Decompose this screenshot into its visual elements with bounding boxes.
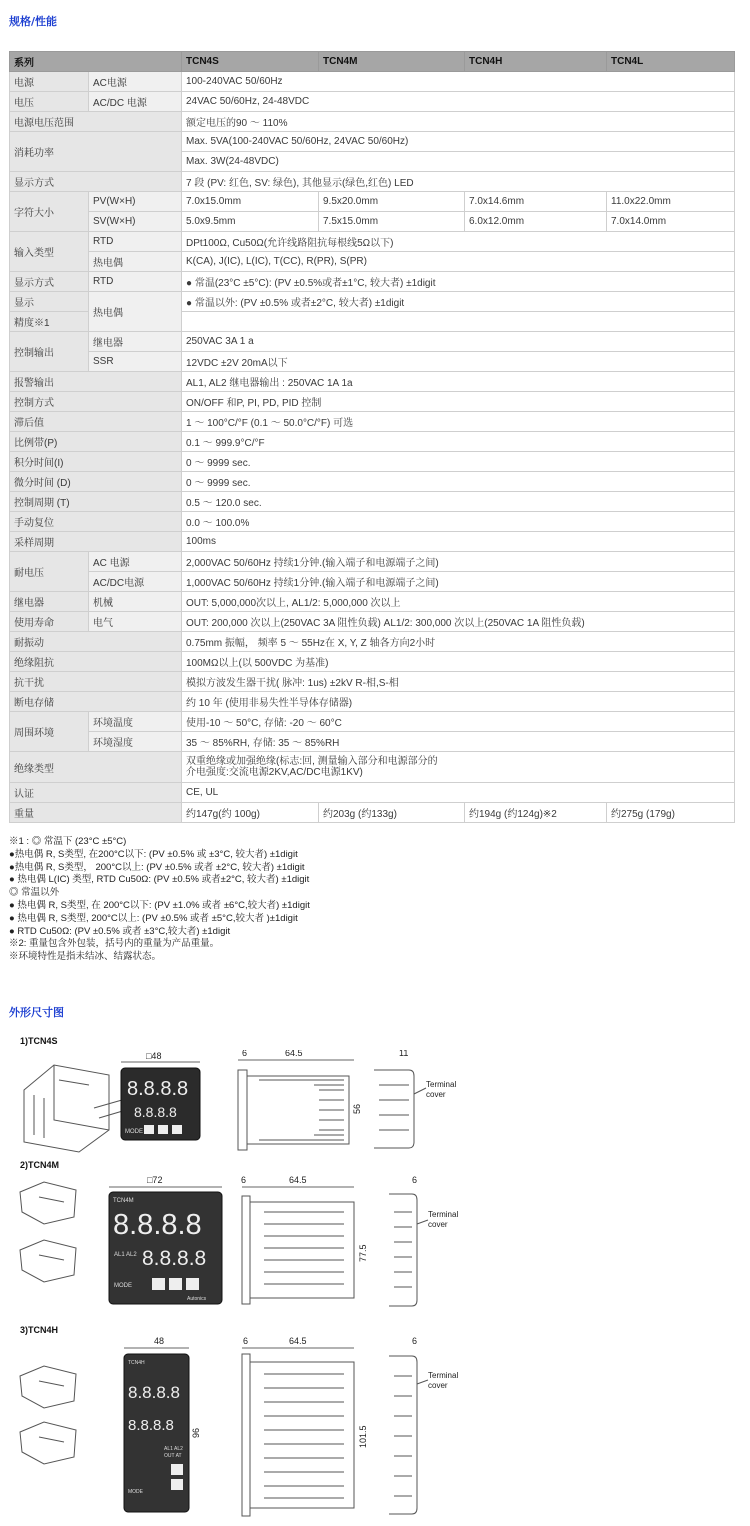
drawing-tcn4s — [14, 1050, 734, 1156]
row-label: 精度※1 — [10, 312, 89, 332]
button-icon — [172, 1125, 182, 1134]
table-row — [10, 512, 735, 532]
table-row — [10, 392, 735, 412]
row-value: CE, UL — [182, 783, 735, 803]
row-value: 0 ～ 9999 sec. — [182, 452, 735, 472]
note-line: ※环境特性是指未结冰、结露状态。 — [9, 951, 162, 963]
bracket-drawing — [20, 1366, 76, 1464]
row-label: 消耗功率 — [10, 132, 182, 172]
button-icon — [144, 1125, 154, 1134]
table-row — [10, 72, 735, 92]
row-value: 额定电压的90 ～ 110% — [182, 112, 735, 132]
row-value: 6.0x12.0mm — [465, 212, 607, 232]
row-label: 电压 — [10, 92, 89, 112]
row-label: 显示 — [10, 292, 89, 312]
row-value: 0.1 ～ 999.9°C/°F — [182, 432, 735, 452]
button-icon — [152, 1278, 165, 1290]
row-label: 耐电压 — [10, 552, 89, 592]
row-label: 抗干扰 — [10, 672, 182, 692]
row-label: 控制方式 — [10, 392, 182, 412]
dim-depth: 6 — [241, 1175, 247, 1185]
row-sublabel: AC/DC电源 — [89, 572, 182, 592]
note-line: ●热电偶 R, S类型, 在200°C以下: (PV ±0.5% 或 ±3°C, 较大者) ±1digit — [9, 848, 298, 860]
table-row — [10, 332, 735, 352]
row-value: Max. 3W(24-48VDC) — [182, 152, 735, 172]
note-line: ● 热电偶 R, S类型, 200°C以上: (PV ±0.5% 或者 ±5°C,较大者 )±1digit — [9, 912, 298, 924]
table-row — [10, 592, 735, 612]
row-value: 0 ～ 9999 sec. — [182, 472, 735, 492]
row-value: 250VAC 3A 1 a — [182, 332, 735, 352]
row-label: 滞后值 — [10, 412, 182, 432]
figure-label-tcn4m: 2)TCN4M — [20, 1160, 60, 1170]
table-row — [10, 492, 735, 512]
dim-body: 64.5 — [289, 1336, 307, 1346]
row-sublabel: 机械 — [89, 592, 182, 612]
row-sublabel: AC/DC 电源 — [89, 92, 182, 112]
row-value: 0.5 ～ 120.0 sec. — [182, 492, 735, 512]
row-sublabel: AC电源 — [89, 72, 182, 92]
dim-height: 77.5 — [358, 1244, 368, 1262]
row-sublabel: SSR — [89, 352, 182, 372]
table-row — [10, 252, 735, 272]
note-line: ● 热电偶 L(IC) 类型, RTD Cu50Ω: (PV ±0.5% 或者±2°C, 较大者) ±1digit — [9, 874, 310, 886]
row-value: 11.0x22.0mm — [607, 192, 735, 212]
table-row — [10, 192, 735, 212]
table-row — [10, 783, 735, 803]
row-label: 继电器 — [10, 592, 89, 612]
button-icon — [158, 1125, 168, 1134]
row-label: 电源电压范围 — [10, 112, 182, 132]
row-value: 约194g (约124g)※2 — [465, 803, 607, 823]
row-value: 100MΩ以上(以 500VDC 为基准) — [182, 652, 735, 672]
row-sublabel: 热电偶 — [89, 292, 182, 332]
row-sublabel: RTD — [89, 232, 182, 252]
mode-label: MODE — [114, 1283, 132, 1289]
table-row — [10, 472, 735, 492]
side-view-drawing — [242, 1196, 354, 1304]
table-row — [10, 432, 735, 452]
dim-side: 6 — [412, 1336, 418, 1346]
table-row — [10, 612, 735, 632]
spec-section-title: 规格/性能 — [9, 15, 58, 28]
row-value: DPt100Ω, Cu50Ω(允许线路阻抗每根线5Ω以下) — [182, 232, 735, 252]
row-value: 12VDC ±2V 20mA以下 — [182, 352, 735, 372]
terminal-cover-drawing — [389, 1194, 428, 1306]
model-label: TCN4M — [113, 1198, 134, 1204]
header-tcn4m: TCN4M — [319, 52, 465, 72]
out-label: OUT AT — [164, 1453, 182, 1459]
table-row — [10, 452, 735, 472]
row-value: 2,000VAC 50/60Hz 持续1分钟.(输入端子和电源端子之间) — [182, 552, 735, 572]
dim-body-height: 101.5 — [358, 1425, 368, 1448]
table-row — [10, 652, 735, 672]
table-row — [10, 372, 735, 392]
row-label: 微分时间 (D) — [10, 472, 182, 492]
row-value: 1,000VAC 50/60Hz 持续1分钟.(输入端子和电源端子之间) — [182, 572, 735, 592]
row-sublabel: 电气 — [89, 612, 182, 632]
row-label: 电源 — [10, 72, 89, 92]
row-value: 0.0 ～ 100.0% — [182, 512, 735, 532]
row-label: 手动复位 — [10, 512, 182, 532]
row-label: 报警输出 — [10, 372, 182, 392]
dim-depth: 6 — [242, 1050, 248, 1058]
table-row — [10, 132, 735, 152]
cover-label: cover — [428, 1220, 448, 1229]
mode-label: MODE — [125, 1129, 143, 1135]
row-value — [182, 752, 735, 783]
note-line: ◎ 常温以外 — [9, 887, 60, 899]
table-row — [10, 112, 735, 132]
row-label: 控制周期 (T) — [10, 492, 182, 512]
row-label: 采样周期 — [10, 532, 182, 552]
row-value: Max. 5VA(100-240VAC 50/60Hz, 24VAC 50/60Hz) — [182, 132, 735, 152]
row-value: 9.5x20.0mm — [319, 192, 465, 212]
sv-digits: 8.8.8.8 — [128, 1417, 174, 1434]
brand-label: Autonics — [187, 1296, 207, 1302]
mode-label: MODE — [128, 1489, 143, 1495]
figure-label-tcn4h: 3)TCN4H — [20, 1325, 59, 1335]
row-value: 使用-10 ～ 50°C, 存储: -20 ～ 60°C — [182, 712, 735, 732]
dim-height: 56 — [352, 1103, 362, 1114]
dimension-section-title: 外形尺寸图 — [9, 1006, 64, 1019]
sv-digits: 8.8.8.8 — [134, 1104, 177, 1120]
note-line: ※1 : ◎ 常温下 (23°C ±5°C) — [9, 836, 127, 847]
note-line: ● RTD Cu50Ω: (PV ±0.5% 或者 ±3°C,较大者) ±1digit — [9, 925, 231, 937]
table-row — [10, 572, 735, 592]
row-value: 100-240VAC 50/60Hz — [182, 72, 735, 92]
row-label: 比例带(P) — [10, 432, 182, 452]
row-value: 约275g (179g) — [607, 803, 735, 823]
cover-label: cover — [428, 1381, 448, 1390]
row-value: ON/OFF 和P, PI, PD, PID 控制 — [182, 392, 735, 412]
row-value: 7.5x15.0mm — [319, 212, 465, 232]
table-row — [10, 272, 735, 292]
header-tcn4l: TCN4L — [607, 52, 735, 72]
row-label: 控制输出 — [10, 332, 89, 372]
table-row — [10, 532, 735, 552]
row-label: 断电存储 — [10, 692, 182, 712]
terminal-label: Terminal — [426, 1080, 457, 1089]
row-label: 重量 — [10, 803, 182, 823]
terminal-cover-drawing — [374, 1070, 426, 1148]
sv-digits: 8.8.8.8 — [142, 1247, 207, 1270]
dim-width: 48 — [154, 1336, 165, 1346]
row-label: 绝缘阻抗 — [10, 652, 182, 672]
row-value: 约203g (约133g) — [319, 803, 465, 823]
row-sublabel: 环境温度 — [89, 712, 182, 732]
footnotes — [9, 836, 310, 964]
table-row — [10, 92, 735, 112]
alarm-label: AL1 AL2 — [164, 1446, 183, 1452]
row-sublabel: 热电偶 — [89, 252, 182, 272]
pv-digits: 8.8.8.8 — [127, 1078, 189, 1100]
row-sublabel: 环境湿度 — [89, 732, 182, 752]
row-label: 积分时间(I) — [10, 452, 182, 472]
figure-label-tcn4s: 1)TCN4S — [20, 1036, 58, 1046]
table-row — [10, 412, 735, 432]
row-label: 字符大小 — [10, 192, 89, 232]
drawing-tcn4h — [14, 1336, 734, 1522]
note-line: ※2: 重量包含外包装，括号内的重量为产品重量。 — [9, 938, 220, 950]
bracket-drawing — [24, 1065, 126, 1152]
row-value: OUT: 200,000 次以上(250VAC 3A 阻性负载) AL1/2: 300,000 次以上(250VAC 1A 阻性负载) — [182, 612, 735, 632]
table-row — [10, 172, 735, 192]
bracket-drawing — [20, 1182, 76, 1282]
model-label: TCN4H — [128, 1360, 145, 1366]
row-sublabel: SV(W×H) — [89, 212, 182, 232]
table-row — [10, 672, 735, 692]
row-value: ● 常温(23°C ±5°C): (PV ±0.5%或者±1°C, 较大者) ±1digit — [182, 272, 735, 292]
row-value: AL1, AL2 继电器输出 : 250VAC 1A 1a — [182, 372, 735, 392]
row-value: 7.0x14.6mm — [465, 192, 607, 212]
row-label: 认证 — [10, 783, 182, 803]
dim-body: 64.5 — [289, 1175, 307, 1185]
row-label: 输入类型 — [10, 232, 89, 272]
row-value: 7.0x14.0mm — [607, 212, 735, 232]
table-row — [10, 752, 735, 783]
drawing-tcn4m — [14, 1172, 734, 1318]
side-view-drawing — [242, 1354, 354, 1516]
row-label: 耐振动 — [10, 632, 182, 652]
dim-side: 11 — [399, 1050, 409, 1058]
table-row — [10, 803, 735, 823]
note-line: ●热电偶 R, S类型， 200°C以上: (PV ±0.5% 或者 ±2°C, 较大者) ±1digit — [9, 861, 305, 873]
insul-line-1: 双重绝缘或加强绝缘(标志:回, 测量输入部分和电源部分的 — [186, 756, 438, 767]
row-value: 7 段 (PV: 红色, SV: 绿色), 其他显示(绿色,红色) LED — [182, 172, 735, 192]
row-value: 约147g(约 100g) — [182, 803, 319, 823]
dim-depth: 6 — [243, 1336, 249, 1346]
table-row — [10, 552, 735, 572]
insul-line-2: 介电强度:交流电源2KV,AC/DC电源1KV) — [186, 767, 363, 778]
pv-digits: 8.8.8.8 — [128, 1383, 180, 1402]
header-tcn4h: TCN4H — [465, 52, 607, 72]
table-row — [10, 692, 735, 712]
dim-body: 64.5 — [285, 1050, 303, 1058]
row-value: 100ms — [182, 532, 735, 552]
dim-side: 6 — [412, 1175, 418, 1185]
table-header-row — [10, 52, 735, 72]
dim-front: □48 — [146, 1051, 162, 1061]
table-row — [10, 232, 735, 252]
cover-label: cover — [426, 1090, 446, 1099]
row-label: 使用寿命 — [10, 612, 89, 632]
row-label: 显示方式 — [10, 172, 182, 192]
button-icon — [169, 1278, 182, 1290]
row-value: 1 ～ 100°C/°F (0.1 ～ 50.0°C/°F) 可选 — [182, 412, 735, 432]
table-row — [10, 212, 735, 232]
terminal-label: Terminal — [428, 1210, 459, 1219]
alarm-label: AL1 AL2 — [114, 1252, 137, 1258]
pv-digits: 8.8.8.8 — [113, 1209, 202, 1241]
dim-front: □72 — [147, 1175, 163, 1185]
table-row — [10, 712, 735, 732]
spec-table — [9, 51, 735, 823]
note-line: ● 热电偶 R, S类型, 在 200°C以下: (PV ±1.0% 或者 ±6°C,较大者) ±1digit — [9, 899, 310, 911]
row-value: 7.0x15.0mm — [182, 192, 319, 212]
table-row — [10, 292, 735, 312]
row-value: 5.0x9.5mm — [182, 212, 319, 232]
terminal-cover-drawing — [389, 1356, 428, 1514]
row-value: 35 ～ 85%RH, 存储: 35 ～ 85%RH — [182, 732, 735, 752]
side-view-drawing — [238, 1070, 349, 1150]
row-value: 0.75mm 振幅， 频率 5 ～ 55Hz在 X, Y, Z 轴各方向2小时 — [182, 632, 735, 652]
row-value: OUT: 5,000,000次以上, AL1/2: 5,000,000 次以上 — [182, 592, 735, 612]
button-icon — [171, 1479, 183, 1490]
row-sublabel: 继电器 — [89, 332, 182, 352]
header-tcn4s: TCN4S — [182, 52, 319, 72]
row-value: ● 常温以外: (PV ±0.5% 或者±2°C, 较大者) ±1digit — [182, 292, 735, 312]
row-value: 模拟方波发生器干扰( 脉冲: 1us) ±2kV R-相,S-相 — [182, 672, 735, 692]
row-label: 周围环境 — [10, 712, 89, 752]
row-sublabel: PV(W×H) — [89, 192, 182, 212]
terminal-label: Terminal — [428, 1371, 459, 1380]
row-value-empty — [182, 312, 735, 332]
row-sublabel: AC 电源 — [89, 552, 182, 572]
button-icon — [186, 1278, 199, 1290]
row-value: 24VAC 50/60Hz, 24-48VDC — [182, 92, 735, 112]
row-value: 约 10 年 (使用非易失性半导体存储器) — [182, 692, 735, 712]
row-value: K(CA), J(IC), L(IC), T(CC), R(PR), S(PR) — [182, 252, 735, 272]
row-label: 绝缘类型 — [10, 752, 182, 783]
row-sublabel: RTD — [89, 272, 182, 292]
row-label: 显示方式 — [10, 272, 89, 292]
header-series: 系列 — [10, 52, 182, 72]
dim-height: 96 — [191, 1427, 201, 1438]
table-row — [10, 352, 735, 372]
table-row — [10, 632, 735, 652]
table-row — [10, 732, 735, 752]
button-icon — [171, 1464, 183, 1475]
